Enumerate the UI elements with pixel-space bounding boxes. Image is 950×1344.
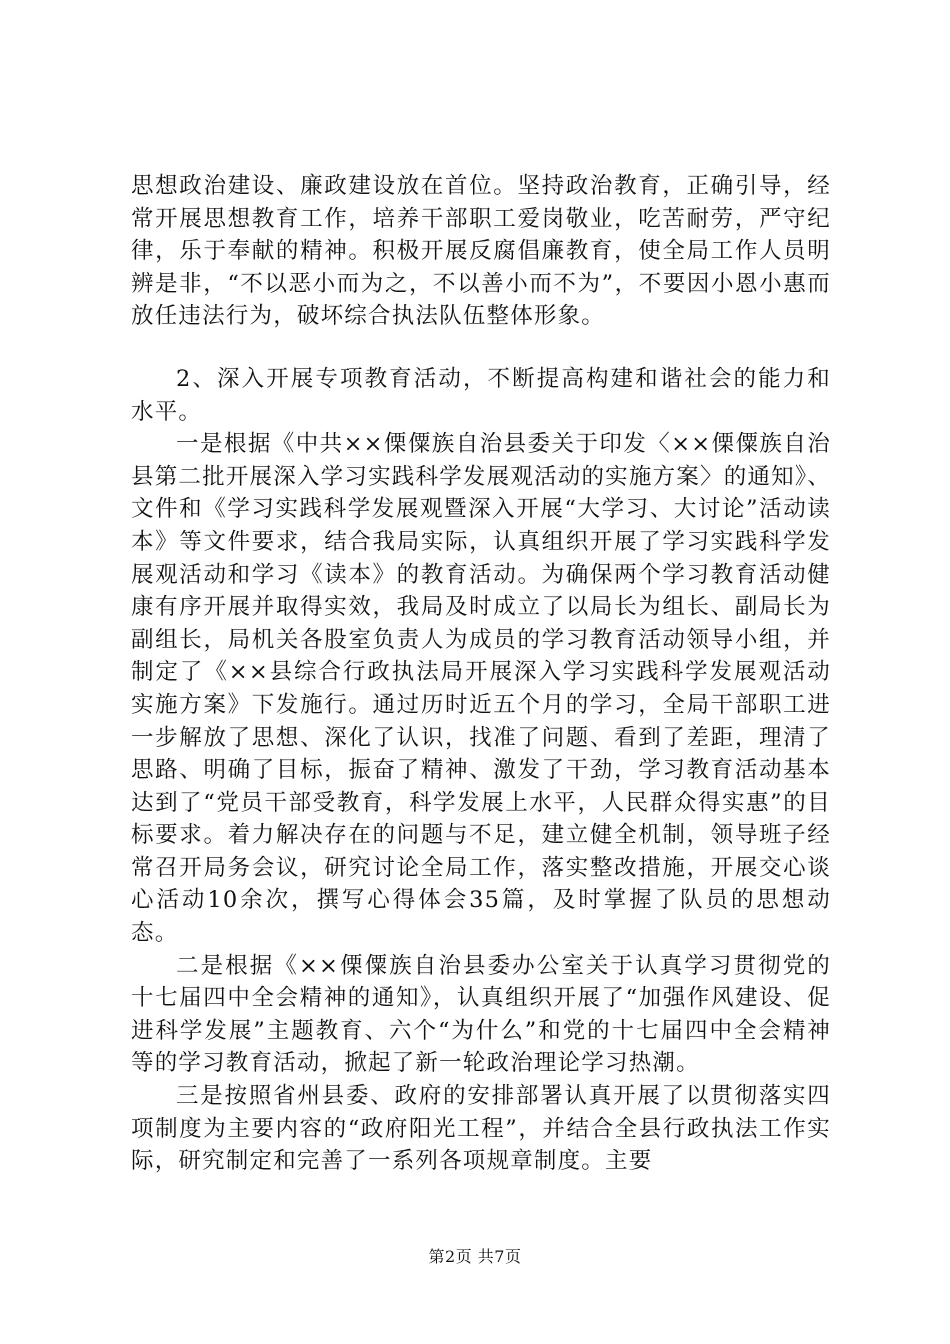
page-number-footer: 第2页 共7页 bbox=[428, 1247, 522, 1266]
document-body bbox=[131, 170, 831, 1178]
paragraph-item-three: 三是按照省州县委、政府的安排部署认真开展了以贯彻落实四项制度为主要内容的“政府阳光工程”，并结合全县行政执法工作实际，研究制定和完善了一系列各项规章制度。主要 bbox=[131, 1083, 831, 1175]
paragraph-item-two: 二是根据《××傈僳族自治县委办公室关于认真学习贯彻党的十七届四中全会精神的通知》，认真组织开展了“加强作风建设、促进科学发展”主题教育、六个“为什么”和党的十七届四中全会精神等的学习教育活动，掀起了新一轮政治理论学习热潮。 bbox=[131, 952, 831, 1077]
paragraph-continued: 思想政治建设、廉政建设放在首位。坚持政治教育，正确引导，经常开展思想教育工作，培养干部职工爱岗敬业，吃苦耐劳，严守纪律，乐于奉献的精神。积极开展反腐倡廉教育，使全局工作人员明辨是非，“不以恶小而为之，不以善小而不为”，不要因小恩小惠而放任违法行为，破坏综合执法队伍整体形象。 bbox=[131, 173, 831, 330]
paragraph-item-one: 一是根据《中共××傈僳族自治县委关于印发〈××傈僳族自治县第二批开展深入学习实践科学发展观活动的实施方案〉的通知》、文件和《学习实践科学发展观暨深入开展“大学习、大讨论”活动读本》等文件要求，结合我局实际，认真组织开展了学习实践科学发展观活动和学习《读本》的教育活动。为确保两个学习教育活动健康有序开展并取得实效，我局及时成立了以局长为组长、副局长为副组长，局机关各股室负责人为成员的学习教育活动领导小组，并制定了《××县综合行政执法局开展深入学习实践科学发展观活动实施方案》下发施行。通过历时近五个月的学习，全局干部职工进一步解放了思想、深化了认识，找准了问题、看到了差距，理清了思路、明确了目标，振奋了精神、激发了干劲，学习教育活动基本达到了“党员干部受教育，科学发展上水平，人民群众得实惠”的目标要求。着力解决存在的问题与不足，建立健全机制，领导班子经常召开局务会议，研究讨论全局工作，落实整改措施，开展交心谈心活动10余次，撰写心得体会35篇，及时掌握了队员的思想动态。 bbox=[131, 431, 831, 947]
section-heading: 2、深入开展专项教育活动，不断提高构建和谐社会的能力和水平。 bbox=[131, 365, 831, 425]
